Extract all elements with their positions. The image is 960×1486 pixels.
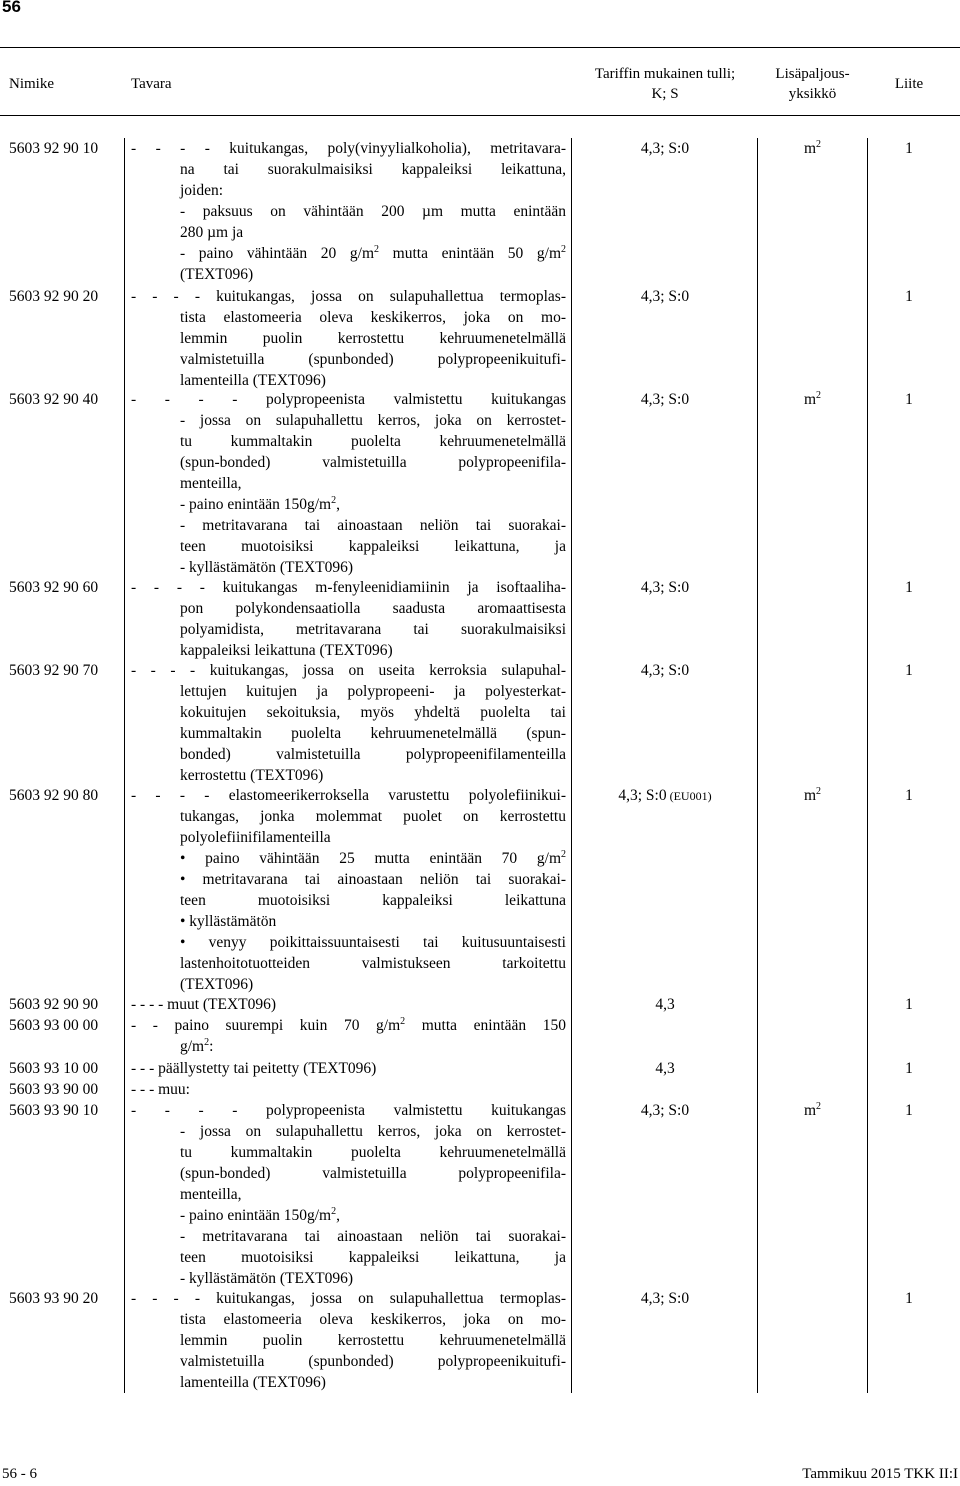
description-line: tukangas, jonka molemmat puolet on kerrostettu: [180, 808, 566, 825]
header-tulli-line2: K; S: [651, 86, 679, 102]
description-line: • paino vähintään 25 mutta enintään 70 $g/m^2$: [180, 848, 566, 867]
cn-code: 5603 92 90 80: [9, 787, 99, 804]
header-tulli-line1: Tariffin mukainen tulli;: [594, 66, 736, 82]
duty-rate: 4,3; S:0: [640, 579, 690, 596]
description-line: - - - - kuitukangas m-fenyleenidiamiinin ja isoftaaliha-: [131, 579, 566, 596]
description-line: lemmin puolin kerrostettu kehruumenetelmällä: [180, 330, 566, 347]
description-line: polyolefiinifilamenteilla: [180, 829, 331, 846]
description-line: (spun-bonded) valmistetuilla polypropeenifila-: [180, 454, 566, 471]
description-line: - jossa on sulapuhallettu kerros, joka on kerrostet-: [180, 412, 566, 429]
description-line: $g/m^2$:: [180, 1036, 214, 1055]
goods-description: [131, 1079, 566, 1100]
cn-code: 5603 93 90 00: [9, 1081, 99, 1098]
header-liite: Liite: [894, 76, 924, 92]
duty-rate: 4,3; S:0: [640, 1102, 690, 1119]
header-tulli: [575, 64, 755, 104]
header-top-rule: [0, 47, 960, 48]
description-line: - - - - elastomeerikerroksella varustettu polyolefiinikui-: [131, 787, 566, 804]
description-line: - - - - kuitukangas, jossa on sulapuhallettua termoplas-: [131, 1290, 566, 1307]
goods-description: [131, 785, 566, 995]
description-line: - kyllästämätön (TEXT096): [180, 559, 354, 576]
description-line: teen muotoisiksi kappaleiksi leikattuna: [180, 892, 566, 909]
annex-ref: 1: [905, 140, 913, 157]
duty-rate: 4,3: [655, 996, 675, 1013]
column-divider: [571, 138, 572, 1393]
description-line: (TEXT096): [180, 976, 254, 993]
description-line: kerrostettu (TEXT096): [180, 767, 324, 784]
description-line: 280 µm ja: [180, 224, 244, 241]
description-line: lamenteilla (TEXT096): [180, 372, 326, 389]
goods-description: [131, 138, 566, 285]
annex-ref: 1: [905, 1102, 913, 1119]
cn-code: 5603 93 00 00: [9, 1017, 99, 1034]
description-line: lemmin puolin kerrostettu kehruumenetelmällä: [180, 1332, 566, 1349]
annex-ref: 1: [905, 288, 913, 305]
duty-rate: 4,3; S:0: [640, 662, 690, 679]
annex-ref: 1: [905, 996, 913, 1013]
description-line: menteilla,: [180, 475, 242, 492]
description-line: pon polykondensaatiolla saadusta aromaattisesta: [180, 600, 566, 617]
description-line: - paino enintään $150g/m^2$,: [180, 494, 340, 513]
header-lisa-line1: Lisäpaljous-: [775, 66, 850, 82]
description-line: - paino vähintään 20 $g/m^2$ mutta enintään 50 $g/m^2$: [180, 243, 566, 262]
description-line: - paksuus on vähintään 200 µm mutta enintään: [180, 203, 566, 220]
supplementary-unit: $m^2$: [803, 389, 822, 408]
cn-code: 5603 93 90 20: [9, 1290, 99, 1307]
description-line: - kyllästämätön (TEXT096): [180, 1270, 354, 1287]
duty-rate: 4,3; S:0: [640, 288, 690, 305]
annex-ref: 1: [905, 579, 913, 596]
description-line: - jossa on sulapuhallettu kerros, joka on kerrostet-: [180, 1123, 566, 1140]
duty-rate: 4,3; S:0: [640, 1290, 690, 1307]
description-line: - metritavarana tai ainoastaan neliön tai suorakai-: [180, 1228, 566, 1245]
header-nimike: Nimike: [9, 76, 54, 92]
annex-ref: 1: [905, 662, 913, 679]
goods-description: [131, 1100, 566, 1289]
description-line: lamenteilla (TEXT096): [180, 1374, 326, 1391]
description-line: - - - - kuitukangas, jossa on sulapuhallettua termoplas-: [131, 288, 566, 305]
goods-description: [131, 286, 566, 391]
column-divider: [757, 138, 758, 1393]
goods-description: [131, 1015, 566, 1057]
cn-code: 5603 92 90 70: [9, 662, 99, 679]
description-line: valmistetuilla (spunbonded) polypropeenikuitufi-: [180, 1353, 566, 1370]
goods-description: [131, 994, 566, 1015]
description-line: kummaltakin puolelta kehruumenetelmällä (spun-: [180, 725, 566, 742]
goods-description: [131, 660, 566, 786]
description-line: lastenhoitotuotteiden valmistukseen tarkoitettu: [180, 955, 566, 972]
column-divider: [124, 138, 125, 1393]
duty-note: (EU001): [666, 789, 712, 803]
description-line: - paino enintään $150g/m^2$,: [180, 1205, 340, 1224]
supplementary-unit: $m^2$: [803, 1100, 822, 1119]
description-line: polyamidista, metritavarana tai suorakulmaisiksi: [180, 621, 566, 638]
cn-code: 5603 92 90 10: [9, 140, 99, 157]
description-line: - - - - polypropeenista valmistettu kuitukangas: [131, 1102, 566, 1119]
duty-rate: 4,3; S:0: [640, 391, 690, 408]
supplementary-unit: $m^2$: [803, 785, 822, 804]
description-line: valmistetuilla (spunbonded) polypropeenikuitufi-: [180, 351, 566, 368]
description-line: - - - - muut (TEXT096): [131, 996, 277, 1013]
description-line: - metritavarana tai ainoastaan neliön tai suorakai-: [180, 517, 566, 534]
description-line: na tai suorakulmaisiksi kappaleiksi leikattuna,: [180, 161, 566, 178]
description-line: joiden:: [180, 182, 224, 199]
description-line: kokuitujen sekoituksia, myös yhdeltä puolelta tai: [180, 704, 566, 721]
annex-ref: 1: [905, 391, 913, 408]
annex-ref: 1: [905, 1060, 913, 1077]
column-divider: [867, 138, 868, 1393]
header-tavara: Tavara: [131, 76, 172, 92]
duty-rate: 4,3; S:0: [640, 140, 690, 157]
description-line: tista elastomeeria oleva keskikerros, joka on mo-: [180, 309, 566, 326]
description-line: tista elastomeeria oleva keskikerros, joka on mo-: [180, 1311, 566, 1328]
goods-description: [131, 1058, 566, 1079]
footer-page-ref: 56 - 6: [2, 1466, 37, 1482]
cn-code: 5603 93 90 10: [9, 1102, 99, 1119]
cn-code: 5603 93 10 00: [9, 1060, 99, 1077]
description-line: - - - - polypropeenista valmistettu kuitukangas: [131, 391, 566, 408]
description-line: tu kummaltakin puolelta kehruumenetelmällä: [180, 1144, 566, 1161]
cn-code: 5603 92 90 40: [9, 391, 99, 408]
description-line: • metritavarana tai ainoastaan neliön tai suorakai-: [180, 871, 566, 888]
description-line: • kyllästämätön: [180, 913, 277, 930]
description-line: - - - muu:: [131, 1081, 190, 1098]
header-lisa-line2: yksikkö: [788, 86, 837, 102]
footer-edition: Tammikuu 2015 TKK II:I: [802, 1466, 958, 1482]
description-line: - - paino suurempi kuin 70 $g/m^2$ mutta enintään 150: [131, 1015, 566, 1034]
cn-code: 5603 92 90 60: [9, 579, 99, 596]
cn-code: 5603 92 90 20: [9, 288, 99, 305]
description-line: bonded) valmistetuilla polypropeenifilamenteilla: [180, 746, 566, 763]
description-line: (spun-bonded) valmistetuilla polypropeenifila-: [180, 1165, 566, 1182]
description-line: menteilla,: [180, 1186, 242, 1203]
description-line: - - - päällystetty tai peitetty (TEXT096): [131, 1060, 377, 1077]
header-lisapaljousyksikko: [760, 64, 865, 104]
description-line: - - - - kuitukangas, poly(vinyylialkoholia), metritavara-: [131, 140, 566, 157]
description-line: - - - - kuitukangas, jossa on useita kerroksia sulapuhal-: [131, 662, 566, 679]
goods-description: [131, 577, 566, 661]
annex-ref: 1: [905, 1290, 913, 1307]
duty-rate: 4,3; S:0 (EU001): [618, 787, 712, 804]
description-line: kappaleiksi leikattuna (TEXT096): [180, 642, 393, 659]
supplementary-unit: $m^2$: [803, 138, 822, 157]
header-bottom-rule: [0, 115, 960, 116]
description-line: tu kummaltakin puolelta kehruumenetelmällä: [180, 433, 566, 450]
annex-ref: 1: [905, 787, 913, 804]
description-line: lettujen kuitujen ja polypropeeni- ja polyesterkat-: [180, 683, 566, 700]
goods-description: [131, 1288, 566, 1393]
description-line: (TEXT096): [180, 266, 254, 283]
description-line: • venyy poikittaissuuntaisesti tai kuitusuuntaisesti: [180, 934, 566, 951]
duty-rate: 4,3: [655, 1060, 675, 1077]
description-line: teen muotoisiksi kappaleiksi leikattuna, ja: [180, 1249, 566, 1266]
goods-description: [131, 389, 566, 578]
cn-code: 5603 92 90 90: [9, 996, 99, 1013]
description-line: teen muotoisiksi kappaleiksi leikattuna, ja: [180, 538, 566, 555]
page-number: 56: [2, 0, 21, 16]
